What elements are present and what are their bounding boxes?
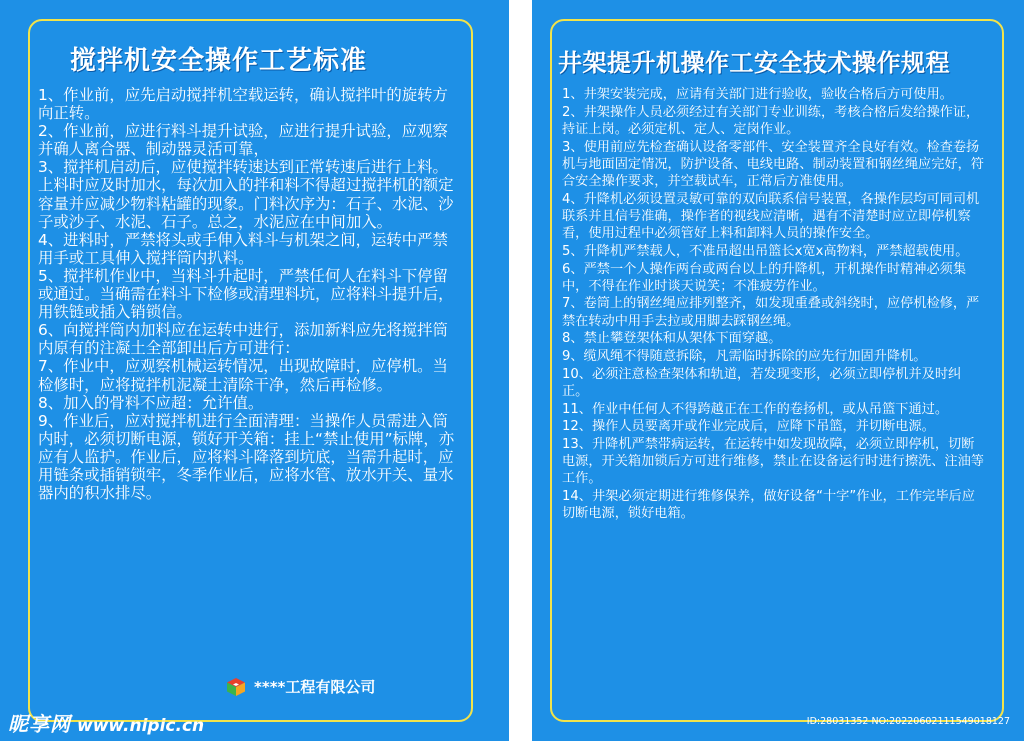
right-board-title: 井架提升机操作工安全技术操作规程 <box>558 49 950 77</box>
left-rules-list <box>38 86 458 502</box>
watermark-url: www.nipic.cn <box>77 716 205 736</box>
left-safety-board <box>0 0 509 741</box>
right-rule-11: 11、作业中任何人不得跨越正在工作的卷扬机，或从吊篮下通过。 <box>562 401 949 417</box>
left-rule-5: 5、搅拌机作业中，当料斗升起时，严禁任何人在料斗下停留或通过。当确需在料斗下检修或清理料坑，应将料斗提升后，用铁链或插入销锁信。 <box>38 266 454 322</box>
left-board-title: 搅拌机安全操作工艺标准 <box>70 46 368 76</box>
right-rule-3: 3、使用前应先检查确认设备零部件、安全装置齐全良好有效。检查卷扬机与地面固定情况，防护设备、电线电路、制动装置和钢丝绳应完好，符合安全操作要求，并空载试车，正常后方准使用。 <box>562 139 984 190</box>
cube-logo-icon <box>226 677 246 697</box>
right-rule-12: 12、操作人员要离开或作业完成后，应降下吊篮，并切断电源。 <box>562 419 935 435</box>
panel-gap <box>509 0 532 741</box>
right-rule-9: 9、缆风绳不得随意拆除，凡需临时拆除的应先行加固升降机。 <box>562 349 927 365</box>
watermark-logo: 昵享网 <box>8 712 71 736</box>
left-rule-2: 2、作业前，应进行料斗提升试验，应进行提升试验，应观察并确人离合器、制动器灵活可靠， <box>38 122 448 159</box>
left-rule-8: 8、加入的骨料不应超：允许值。 <box>38 393 264 412</box>
right-rule-5: 5、升降机严禁载人，不准吊超出吊篮长x宽x高物料，严禁超载使用。 <box>562 243 969 259</box>
image-id-label: ID:28031352 NO:20220602111549018127 <box>806 716 1010 727</box>
right-rule-2: 2、井架操作人员必须经过有关部门专业训练，考核合格后发给操作证，持证上岗。必须定机、定人、定岗作业。 <box>562 104 980 137</box>
left-rule-7: 7、作业中，应观察机械运转情况，出现故障时，应停机。当检修时，应将搅拌机泥凝土清除干净，然后再检修。 <box>38 357 448 394</box>
right-rule-14: 14、井架必须定期进行维修保养，做好设备“十字”作业，工作完毕后应切断电源，锁好电箱。 <box>562 489 975 522</box>
left-rule-1: 1、作业前，应先启动搅拌机空载运转，确认搅拌叶的旋转方向正转。 <box>38 86 448 123</box>
right-rule-6: 6、严禁一个人操作两台或两台以上的升降机，开机操作时精神必须集中，不得在作业时谈天说笑；不准疲劳作业。 <box>562 261 967 294</box>
company-signature <box>226 676 375 697</box>
right-rule-13: 13、升降机严禁带病运转，在运转中如发现故障，必须立即停机，切断电源，开关箱加锁后方可进行维修，禁止在设备运行时进行擦洗、注油等工作。 <box>562 437 984 487</box>
right-rule-4: 4、升降机必须设置灵敏可靠的双向联系信号装置，各操作层均可同司机联系并且信号准确，操作者的视线应清晰，遇有不清楚时应立即停机察看，使用过程中必须管好上料和卸料人员的操作安全。 <box>562 191 980 242</box>
company-name: ****工程有限公司 <box>254 678 376 696</box>
left-rule-4: 4、进料时，严禁将头或手伸入料斗与机架之间，运转中严禁用手或工具伸入搅拌筒内扒料。 <box>38 230 448 267</box>
left-rule-9: 9、作业后，应对搅拌机进行全面清理：当操作人员需进入筒内时，必须切断电源，锁好开关箱：挂上“禁止使用”标牌，亦应有人监护。作业后，应将料斗降落到坑底，当需升起时，应用链条或插销锁牢，冬季作业后，应将水管、放水开关、量水器内的积水排尽。 <box>38 411 455 503</box>
right-rule-1: 1、井架安装完成，应请有关部门进行验收，验收合格后方可使用。 <box>562 87 953 102</box>
right-rule-8: 8、禁止攀登架体和从架体下面穿越。 <box>562 331 782 347</box>
right-rules-list <box>562 86 986 523</box>
right-rule-10: 10、必须注意检查架体和轨道，若发现变形，必须立即停机并及时纠正。 <box>562 366 962 399</box>
left-rule-6: 6、向搅拌筒内加料应在运转中进行，添加新料应先将搅拌筒内原有的注凝土全部卸出后方可进行： <box>38 321 448 358</box>
right-safety-board <box>532 0 1024 741</box>
left-rule-3: 3、搅拌机启动后，应使搅拌转速达到正常转速后进行上料。上料时应及时加水，每次加入的拌和料不得超过搅拌机的额定容量并应减少物料粘罐的现象。门料次序为：石子、水泥、沙子或沙子、水泥、石子。总之，水泥应在中间加入。 <box>38 158 454 231</box>
right-rule-7: 7、卷筒上的钢丝绳应排列整齐，如发现重叠或斜绕时，应停机检修，严禁在转动中用手去拉或用脚去踩钢丝绳。 <box>562 296 980 329</box>
watermark <box>8 708 204 737</box>
